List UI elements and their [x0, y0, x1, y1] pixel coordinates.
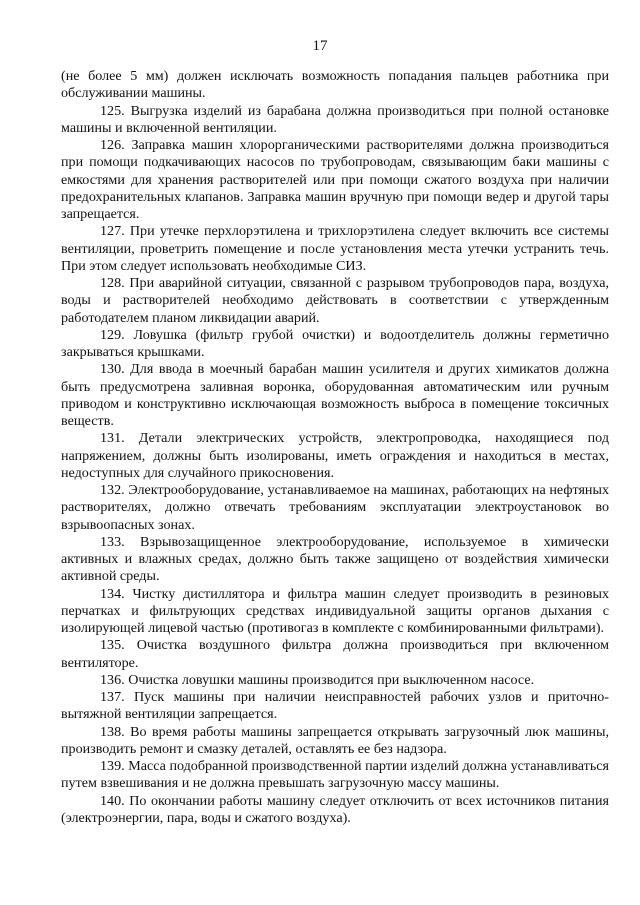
- numbered-paragraph: 128. При аварийной ситуации, связанной с разрывом трубопроводов пара, воздуха, воды и растворителей необходимо действовать в соответствии с утвержденным работодателем планом ликвидации аварий.: [61, 275, 609, 326]
- numbered-paragraph: 129. Ловушка (фильтр грубой очистки) и водоотделитель должны герметично закрываться крышками.: [61, 326, 609, 360]
- numbered-paragraph: 136. Очистка ловушки машины производится при выключенном насосе.: [100, 671, 535, 688]
- numbered-paragraph: 133. Взрывозащищенное электрооборудование, используемое в химически активных и влажных средах, должно быть также защищено от воздействия химически активной среды.: [61, 533, 609, 585]
- numbered-paragraph: 131. Детали электрических устройств, электропроводка, находящиеся под напряжением, должны быть изолированы, иметь ограждения и находиться в местах, недоступных для случайного прикосновения.: [61, 430, 609, 481]
- numbered-paragraph: 137. Пуск машины при наличии неисправностей рабочих узлов и приточно-вытяжной вентиляции запрещается.: [61, 689, 609, 723]
- numbered-paragraph: 134. Чистку дистиллятора и фильтра машин следует производить в резиновых перчатках и фильтрующих средствах индивидуальной защиты органов дыхания с изолирующей лицевой частью (противогаз в комплекте с комбинированными фильтрами).: [61, 585, 609, 636]
- document-body: [61, 68, 609, 827]
- numbered-paragraph: 130. Для ввода в моечный барабан машин усилителя и других химикатов должна быть предусмотрена заливная воронка, оборудованная автоматическим или ручным приводом и конструктивно исключающая возможность выброса в помещение токсичных веществ.: [61, 361, 609, 429]
- numbered-paragraph: 140. По окончании работы машину следует отключить от всех источников питания (электроэнергии, пара, воды и сжатого воздуха).: [61, 792, 609, 826]
- numbered-paragraph: 135. Очистка воздушного фильтра должна производиться при включенном вентиляторе.: [61, 637, 609, 671]
- numbered-paragraph: 139. Масса подобранной производственной партии изделий должна устанавливаться путем взвешивания и не должна превышать загрузочную массу машины.: [61, 758, 609, 792]
- numbered-paragraph: 132. Электрооборудование, устанавливаемое на машинах, работающих на нефтяных растворителях, должно отвечать требованиям эксплуатации электроустановок во взрывоопасных зонах.: [61, 482, 609, 533]
- numbered-paragraph: 125. Выгрузка изделий из барабана должна производиться при полной остановке машины и включенной вентиляции.: [61, 102, 609, 136]
- numbered-paragraph: 127. При утечке перхлорэтилена и трихлорэтилена следует включить все системы вентиляции, проветрить помещение и после установления места утечки устранить течь. При этом следует использовать необходимые СИЗ.: [61, 223, 609, 274]
- paragraph-continuation: (не более 5 мм) должен исключать возможность попадания пальцев работника при обслуживании машины.: [61, 68, 609, 102]
- numbered-paragraph: 126. Заправка машин хлорорганическими растворителями должна производиться при помощи подкачивающих насосов по трубопроводам, связывающим баки машины с емкостями для хранения растворителей или при помощи сжатого воздуха при наличии предохранительных клапанов. Заправка машин вручную при помощи ведер и другой тары запрещается.: [61, 137, 609, 222]
- numbered-paragraph: 138. Во время работы машины запрещается открывать загрузочный люк машины, производить ремонт и смазку деталей, оставлять ее без надзора.: [61, 723, 609, 757]
- page-number: 17: [312, 38, 328, 54]
